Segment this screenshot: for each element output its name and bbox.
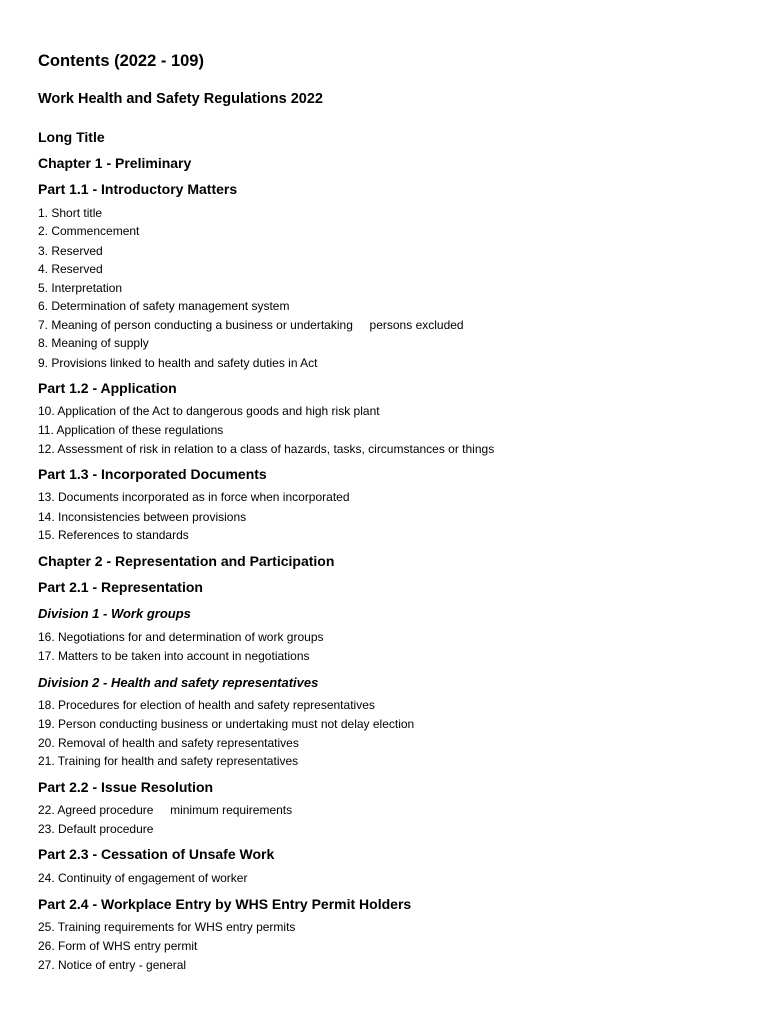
toc-link-part-1-3[interactable]: Part 1.3 - Incorporated Documents	[38, 466, 267, 482]
toc-link-part-2-3[interactable]: Part 2.3 - Cessation of Unsafe Work	[38, 846, 275, 862]
toc-link-part-2-4[interactable]: Part 2.4 - Workplace Entry by WHS Entry Permit Holders	[38, 896, 412, 912]
contents-title: Contents (2022 - 109)	[38, 52, 204, 70]
toc-item[interactable]: 7. Meaning of person conducting a business or undertaking persons excluded	[38, 318, 464, 332]
toc-item[interactable]: 20. Removal of health and safety representatives	[38, 736, 299, 750]
toc-item[interactable]: 24. Continuity of engagement of worker	[38, 871, 248, 885]
act-title: Work Health and Safety Regulations 2022	[38, 91, 323, 107]
toc-item[interactable]: 16. Negotiations for and determination of work groups	[38, 630, 324, 644]
toc-item[interactable]: 3. Reserved	[38, 244, 103, 258]
toc-item[interactable]: 19. Person conducting business or undertaking must not delay election	[38, 717, 415, 731]
toc-item[interactable]: 9. Provisions linked to health and safety duties in Act	[38, 356, 318, 370]
toc-link-part-1-1[interactable]: Part 1.1 - Introductory Matters	[38, 181, 238, 197]
toc-item[interactable]: 26. Form of WHS entry permit	[38, 939, 198, 953]
toc-item[interactable]: 22. Agreed procedure minimum requirements	[38, 803, 293, 817]
toc-item[interactable]: 17. Matters to be taken into account in negotiations	[38, 649, 310, 663]
toc-item[interactable]: 2. Commencement	[38, 224, 140, 238]
toc-link-long-title[interactable]: Long Title	[38, 129, 105, 145]
toc-item[interactable]: 15. References to standards	[38, 528, 189, 542]
toc-item[interactable]: 11. Application of these regulations	[38, 423, 224, 437]
toc-item[interactable]: 14. Inconsistencies between provisions	[38, 510, 247, 524]
toc-item[interactable]: 27. Notice of entry - general	[38, 958, 187, 972]
toc-item[interactable]: 10. Application of the Act to dangerous goods and high risk plant	[38, 404, 380, 418]
toc-link-chapter-2[interactable]: Chapter 2 - Representation and Participation	[38, 553, 335, 569]
toc-item[interactable]: 13. Documents incorporated as in force when incorporated	[38, 490, 350, 504]
toc-item[interactable]: 1. Short title	[38, 206, 103, 220]
toc-item[interactable]: 12. Assessment of risk in relation to a class of hazards, tasks, circumstances or things	[38, 442, 495, 456]
toc-link-division-1[interactable]: Division 1 - Work groups	[38, 606, 191, 621]
toc-item[interactable]: 6. Determination of safety management system	[38, 299, 290, 313]
toc-item[interactable]: 18. Procedures for election of health and safety representatives	[38, 698, 375, 712]
toc-link-division-2[interactable]: Division 2 - Health and safety representatives	[38, 675, 319, 690]
toc-item[interactable]: 8. Meaning of supply	[38, 336, 149, 350]
toc-item[interactable]: 21. Training for health and safety representatives	[38, 754, 299, 768]
toc-link-part-2-1[interactable]: Part 2.1 - Representation	[38, 579, 203, 595]
toc-item[interactable]: 5. Interpretation	[38, 281, 123, 295]
toc-link-part-2-2[interactable]: Part 2.2 - Issue Resolution	[38, 779, 214, 795]
toc-link-part-1-2[interactable]: Part 1.2 - Application	[38, 380, 177, 396]
toc-item[interactable]: 25. Training requirements for WHS entry permits	[38, 920, 296, 934]
toc-item[interactable]: 23. Default procedure	[38, 822, 154, 836]
toc-link-chapter-1[interactable]: Chapter 1 - Preliminary	[38, 155, 192, 171]
toc-item[interactable]: 4. Reserved	[38, 262, 103, 276]
